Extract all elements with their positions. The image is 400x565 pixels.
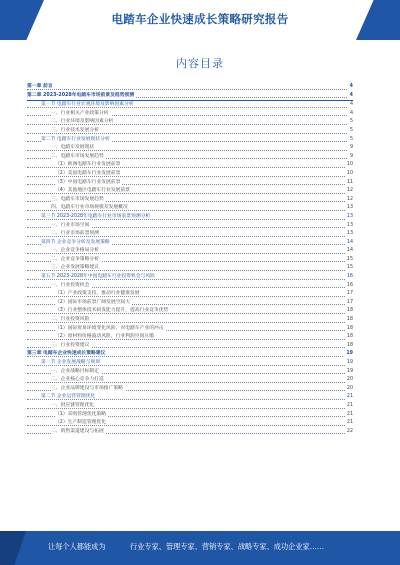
toc-entry-label: 二、行业市场前景预测	[51, 231, 99, 237]
toc-entry[interactable]	[27, 419, 353, 428]
toc-entry[interactable]	[27, 273, 353, 282]
toc-entry[interactable]	[27, 402, 353, 411]
toc-entry[interactable]	[27, 299, 353, 308]
toc-entry-page: 5	[348, 118, 353, 127]
toc-entry-page: 4	[348, 83, 353, 92]
toc-entry-page: 17	[345, 299, 353, 308]
toc-entry-page: 13	[345, 230, 353, 239]
toc-entry-label: 第一章 前言	[27, 84, 53, 89]
toc-entry-page: 22	[345, 428, 353, 437]
toc-entry-page: 20	[345, 376, 353, 385]
toc-entry[interactable]	[27, 136, 353, 145]
page-footer	[0, 531, 400, 565]
toc-entry[interactable]	[27, 393, 353, 402]
toc-leader-dots	[27, 124, 347, 125]
toc-leader-dots	[27, 356, 347, 357]
toc-entry-label: （1）采购管理优化策略	[55, 411, 107, 417]
toc-leader-dots	[27, 270, 347, 271]
toc-entry-label: （2）国际市场前景广阔发展空间大	[55, 299, 131, 305]
toc-entry-label: 第四节 企业竞争分析及发展策略	[41, 239, 110, 245]
toc-entry-label: 二、企业核心竞争力打造	[51, 377, 104, 383]
toc-entry-page: 9	[348, 144, 353, 153]
toc-entry[interactable]	[27, 92, 353, 101]
toc-entry[interactable]	[27, 127, 353, 136]
toc-entry[interactable]	[27, 325, 353, 334]
toc-entry[interactable]	[27, 101, 353, 110]
toc-entry-label: 第二节 电踏车行业发展现状分析	[41, 136, 110, 142]
toc-entry[interactable]	[27, 282, 353, 291]
toc-entry-label: （2）美国电踏车行业发展前景	[55, 170, 121, 176]
toc-entry-page: 19	[345, 368, 353, 377]
toc-entry-label: 三、行业投资建议	[51, 342, 90, 348]
toc-entry-page: 9	[348, 153, 353, 162]
toc-entry-label: 二、行业投资风险	[51, 317, 90, 323]
toc-entry-label: 第三章 电踏车企业快速成长策略建议	[27, 351, 106, 357]
toc-entry-page: 19	[345, 359, 353, 368]
toc-entry-page: 21	[345, 402, 353, 411]
toc-entry-label: （2）生产制造管理优化	[55, 420, 107, 426]
toc-entry-label: 三、企业发展策略建议	[51, 265, 99, 271]
toc-entry-label: （1）国际贸易环境变化风险，对电踏车产业的冲击	[55, 325, 164, 331]
toc-entry-label: 一、电踏车发展现状	[51, 145, 95, 151]
toc-entry-page: 4	[348, 101, 353, 110]
toc-entry-page: 16	[345, 273, 353, 282]
toc-entry[interactable]	[27, 307, 353, 316]
toc-entry-label: 第三节 2023-2028年电踏车行业市场前景预测分析	[41, 213, 151, 219]
toc-entry-page: 16	[345, 282, 353, 291]
toc-entry-page: 10	[345, 161, 353, 170]
toc-title: 内容目录	[176, 57, 224, 70]
toc-entry-page: 10	[345, 170, 353, 179]
toc-entry[interactable]	[27, 290, 353, 299]
toc-entry[interactable]	[27, 239, 353, 248]
toc-entry[interactable]	[27, 204, 353, 213]
table-of-contents	[27, 83, 353, 436]
toc-entry-label: 三、行业技术发展分析	[51, 127, 99, 133]
toc-entry[interactable]	[27, 359, 353, 368]
toc-entry-label: 第一节 企业发展战略与规划	[41, 360, 101, 365]
toc-entry-page: 4	[348, 110, 353, 119]
toc-entry-label: （1）欧洲电踏车行业发展前景	[55, 162, 121, 168]
toc-entry-page: 13	[345, 204, 353, 213]
toc-entry-label: 二、行业环境及影响因素分析	[51, 119, 114, 125]
page-header	[0, 0, 400, 40]
toc-entry-label: 一、企业战略目标制定	[51, 368, 99, 374]
toc-entry[interactable]	[27, 368, 353, 377]
toc-entry[interactable]	[27, 333, 353, 342]
toc-leader-dots	[27, 313, 347, 314]
toc-entry-label: （1）产业政策支持，推动行业健康发展	[55, 291, 140, 297]
report-title: 电踏车企业快速成长策略研究报告	[111, 12, 289, 26]
toc-entry[interactable]	[27, 385, 353, 394]
toc-leader-dots	[27, 210, 347, 211]
toc-entry[interactable]	[27, 342, 353, 351]
toc-entry[interactable]	[27, 144, 353, 153]
toc-entry-label: 二、电踏车市场发展趋势	[51, 153, 104, 159]
toc-entry-label: 一、供应链管理优化	[51, 402, 95, 408]
toc-entry-page: 18	[345, 342, 353, 351]
toc-entry-page: 5	[348, 136, 353, 145]
toc-entry[interactable]	[27, 256, 353, 265]
toc-entry[interactable]	[27, 428, 353, 437]
toc-entry-page: 17	[345, 290, 353, 299]
toc-entry-page: 15	[345, 256, 353, 265]
toc-entry-label: 第一节 电踏车行业宏观环境及影响因素分析	[41, 102, 134, 108]
toc-leader-dots	[27, 253, 347, 254]
toc-entry-label: 二、销售渠道建设与拓展	[51, 428, 104, 434]
toc-entry[interactable]	[27, 376, 353, 385]
footer-slogan: 行业专家、管理专家、营销专家、战略专家、成功企业家……	[130, 542, 325, 551]
toc-entry-page: 12	[345, 187, 353, 196]
toc-entry-label: 一、行业市场空间	[51, 222, 90, 228]
toc-entry-label: 第二节 企业运营管理优化	[41, 394, 96, 400]
toc-entry-page: 13	[345, 213, 353, 222]
toc-entry-page: 18	[345, 307, 353, 316]
toc-entry-page: 14	[345, 239, 353, 248]
toc-entry[interactable]	[27, 247, 353, 256]
toc-entry[interactable]	[27, 161, 353, 170]
toc-entry-label: 三、企业品牌建设与市场推广策略	[51, 385, 123, 391]
toc-entry-page: 14	[345, 247, 353, 256]
toc-entry-page: 20	[345, 385, 353, 394]
toc-entry-label: 一、行业投资机会	[51, 282, 90, 288]
toc-entry[interactable]	[27, 110, 353, 119]
toc-entry[interactable]	[27, 230, 353, 239]
footer-brand-text: 让每个人都能成为	[48, 542, 106, 551]
toc-entry-label: 第二章 2023-2028年电踏车市场前景及趋势预测	[27, 92, 135, 98]
toc-entry[interactable]	[27, 153, 353, 162]
toc-entry-page: 12	[345, 196, 353, 205]
toc-entry[interactable]	[27, 411, 353, 420]
toc-entry-label: 第五节 2023-2028年中国电踏车行业投资机会与风险	[41, 274, 156, 280]
toc-entry-label: 二、企业竞争策略分析	[51, 256, 99, 262]
toc-entry-label: （2）原材料价格波动风险，行业利润空间压缩	[55, 334, 154, 340]
toc-entry-page: 21	[345, 419, 353, 428]
toc-entry-label: 三、电踏车市场发展趋势	[51, 196, 104, 202]
toc-entry[interactable]	[27, 179, 353, 188]
toc-entry-page: 15	[345, 264, 353, 273]
toc-entry-page: 18	[345, 333, 353, 342]
toc-entry-page: 21	[345, 411, 353, 420]
footer-badge	[0, 531, 26, 565]
toc-entry-page: 5	[348, 127, 353, 136]
toc-entry-page: 13	[345, 222, 353, 231]
toc-entry-page: 18	[345, 325, 353, 334]
toc-entry[interactable]	[27, 350, 353, 359]
toc-entry-page: 18	[345, 316, 353, 325]
toc-entry[interactable]	[27, 213, 353, 222]
toc-entry[interactable]	[27, 187, 353, 196]
toc-entry[interactable]	[27, 222, 353, 231]
toc-entry[interactable]	[27, 118, 353, 127]
toc-entry-label: （3）行业整体技术研发能力提升，提高行业竞争优势	[55, 308, 169, 314]
toc-entry-page: 4	[348, 92, 353, 101]
toc-entry-label: （3）中国电踏车行业发展前景	[55, 179, 121, 185]
toc-leader-dots	[27, 167, 347, 168]
toc-entry-label: （4）其他地区电踏车行业发展前景	[55, 188, 131, 194]
toc-entry[interactable]	[27, 83, 353, 92]
toc-entry[interactable]	[27, 196, 353, 205]
toc-entry[interactable]	[27, 264, 353, 273]
toc-leader-dots	[27, 89, 347, 90]
toc-entry-page: 19	[344, 350, 353, 359]
toc-entry-page: 21	[345, 393, 353, 402]
toc-entry-page: 11	[345, 179, 353, 188]
toc-entry-label: 一、企业竞争格局分析	[51, 248, 99, 254]
toc-leader-dots	[27, 399, 347, 400]
toc-entry-label: 四、电踏车行业市场规模及发展概况	[51, 205, 128, 211]
toc-entry[interactable]	[27, 316, 353, 325]
toc-entry-label: 一、行业相关产业政策分析	[51, 110, 109, 116]
toc-entry[interactable]	[27, 170, 353, 179]
